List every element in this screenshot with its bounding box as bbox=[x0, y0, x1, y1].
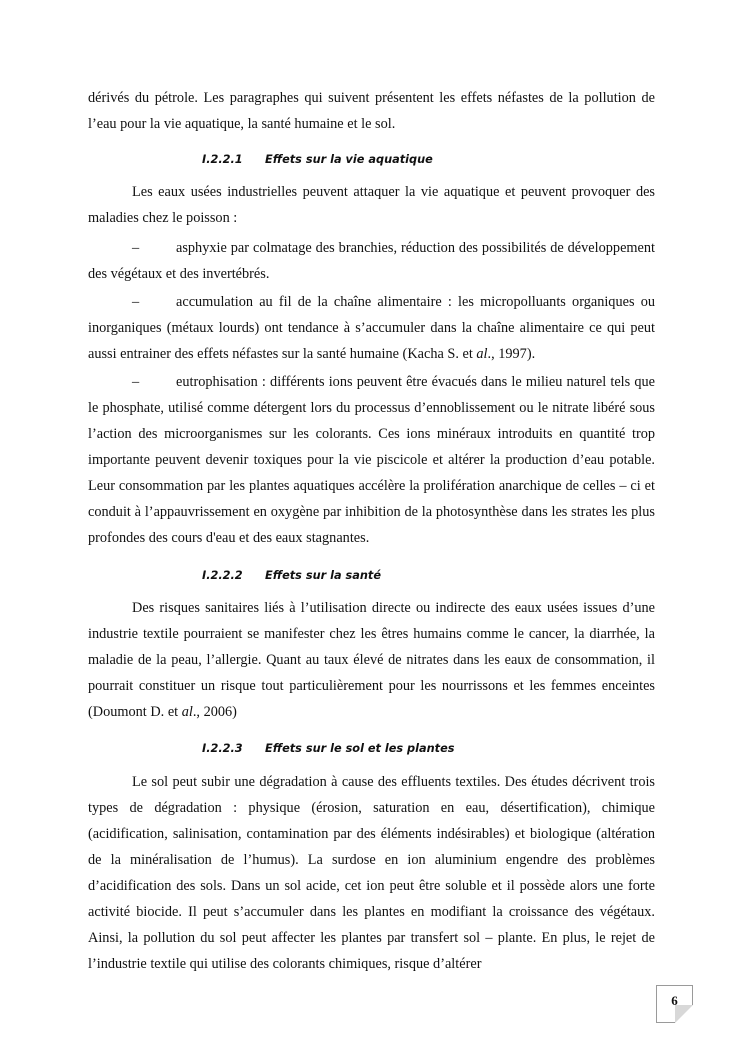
intro-paragraph: dérivés du pétrole. Les paragraphes qui suivent présentent les effets néfastes de la pollution de l’eau pour la vie aquatique, la santé humaine et le sol. bbox=[88, 90, 655, 132]
bullet-dash: – bbox=[132, 240, 140, 256]
section-heading-soil bbox=[202, 739, 454, 759]
health-paragraph bbox=[88, 595, 655, 725]
section-heading-aquatic bbox=[202, 150, 433, 170]
health-text: Des risques sanitaires liés à l’utilisation directe ou indirecte des eaux usées issues d’une industrie textile pourraient se manifester chez les êtres humains comme le cancer, la diarrhée, la maladie de la peau, l’allergie. Quant au taux élevé de nitrates dans les eaux de consommation, il pourrait constituer un risque tout particulièrement pour les nourrissons et les femmes enceintes (Doumont D. et bbox=[88, 600, 655, 720]
bullet-accumulation bbox=[88, 289, 655, 367]
bullet-text: eutrophisation : différents ions peuvent être évacués dans le milieu naturel tels que le phosphate, utilisé comme détergent lors du processus d’ennoblissement ou le nitrate libéré sous l’action des microorganismes sur les colorants. Ces ions minéraux introduits en quantité trop importante peuvent devenir toxiques pour la vie piscicole et altérer la production d’eau potable. Leur consommation par les plantes aquatiques accélère la prolifération anarchique de celles – ci et conduit à l’appauvrissement en oxygène par inhibition de la photosynthèse dans les strates les plus profondes des cours d'eau et des eaux stagnantes. bbox=[88, 374, 655, 546]
aquatic-paragraph: Les eaux usées industrielles peuvent attaquer la vie aquatique et peuvent provoquer des maladies chez le poisson : bbox=[88, 184, 655, 226]
section-number: I.2.2.1 bbox=[202, 153, 243, 166]
page-curl-decoration bbox=[675, 1005, 693, 1023]
section-title: Effets sur le sol et les plantes bbox=[265, 742, 455, 755]
bullet-asphyxie bbox=[88, 235, 655, 287]
citation-end: ., 1997). bbox=[487, 346, 536, 362]
citation-al: al bbox=[476, 346, 488, 362]
section-title: Effets sur la vie aquatique bbox=[265, 153, 433, 166]
bullet-text: asphyxie par colmatage des branchies, réduction des possibilités de développement des végétaux et des invertébrés. bbox=[88, 240, 655, 282]
soil-paragraph: Le sol peut subir une dégradation à cause des effluents textiles. Des études décrivent trois types de dégradation : physique (érosion, saturation en eau, désertification), chimique (acidification, salinisation, contamination par des éléments indésirables) et biologique (altération de la minéralisation de l’humus). La surdose en ion aluminium engendre des problèmes d’acidification des sols. Dans un sol acide, cet ion peut être soluble et il possède alors une forte activité biocide. Il peut s’accumuler dans les plantes en modifiant la croissance des végétaux. Ainsi, la pollution du sol peut affecter les plantes par transfert sol – plante. En plus, le rejet de l’industrie textile qui utilise des colorants chimiques, risque d’altérer bbox=[88, 774, 655, 972]
bullet-dash: – bbox=[132, 294, 140, 310]
section-title: Effets sur la santé bbox=[265, 569, 381, 582]
page-number-box bbox=[656, 985, 693, 1023]
bullet-eutrophisation bbox=[88, 369, 655, 551]
citation-end: ., 2006) bbox=[192, 704, 237, 720]
section-number: I.2.2.3 bbox=[202, 742, 243, 755]
page-number: 6 bbox=[671, 993, 678, 1008]
bullet-text: accumulation au fil de la chaîne alimentaire : les micropolluants organiques ou inorganiques (métaux lourds) ont tendance à s’accumuler dans la chaîne alimentaire ce qui peut aussi entrainer des effets néfastes sur la santé humaine (Kacha S. et bbox=[88, 294, 655, 362]
citation-al: al bbox=[181, 704, 193, 720]
bullet-dash: – bbox=[132, 374, 140, 390]
section-heading-health bbox=[202, 566, 381, 586]
section-number: I.2.2.2 bbox=[202, 569, 243, 582]
